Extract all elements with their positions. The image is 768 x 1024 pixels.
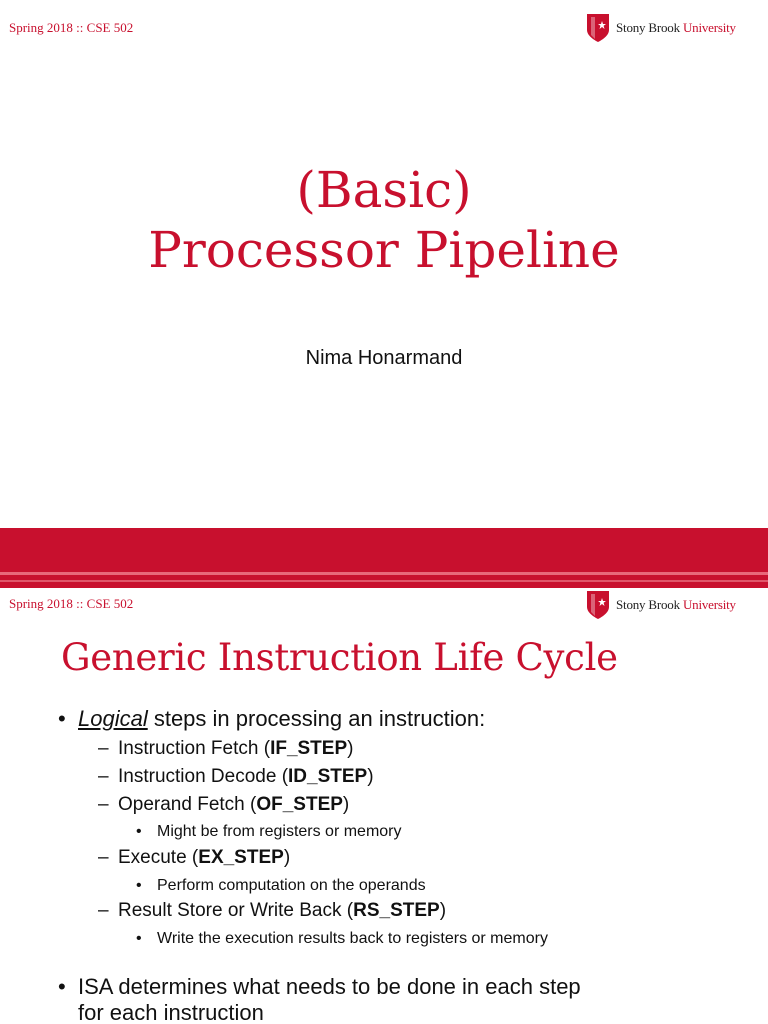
dash-marker: – <box>98 738 109 759</box>
slide-separator-band <box>0 528 768 588</box>
detail-text: Might be from registers or memory <box>157 823 402 840</box>
bullet-isa <box>58 974 581 1024</box>
step-suffix: ) <box>347 738 354 759</box>
logo-university: University <box>682 597 736 612</box>
bullet-dot: • <box>58 706 66 731</box>
step-item <box>98 900 446 922</box>
logo-university: University <box>682 20 736 35</box>
bullet-dot: • <box>58 974 66 999</box>
bullet-dot: • <box>136 823 142 840</box>
step-code: EX_STEP <box>198 847 284 868</box>
step-text: Execute ( <box>118 847 199 868</box>
university-logo <box>586 13 736 43</box>
logo-name: Stony Brook <box>616 20 680 35</box>
logo-wordmark <box>616 597 736 613</box>
bullet-emphasis: Logical <box>78 706 148 731</box>
bullet-text-line-2: for each instruction <box>78 1000 264 1024</box>
bullet-text-line-1: ISA determines what needs to be done in each step <box>78 974 581 999</box>
shield-icon <box>586 13 610 43</box>
step-item <box>98 738 353 760</box>
dash-marker: – <box>98 794 109 815</box>
title-line-1: (Basic) <box>296 161 472 219</box>
course-label: Spring 2018 :: CSE 502 <box>9 20 134 35</box>
slide-2 <box>0 588 768 1024</box>
shield-icon <box>586 590 610 620</box>
author-name: Nima Honarmand <box>305 347 463 369</box>
step-code: IF_STEP <box>270 738 348 759</box>
step-code: OF_STEP <box>256 794 343 815</box>
detail-text: Perform computation on the operands <box>157 877 426 894</box>
bullet-logical-steps <box>58 706 485 732</box>
band-stripe-2 <box>0 580 768 582</box>
step-text: Operand Fetch ( <box>118 794 257 815</box>
band-stripe <box>0 572 768 575</box>
slide-title <box>0 160 768 280</box>
bullet-dot: • <box>136 877 142 894</box>
dash-marker: – <box>98 900 109 921</box>
step-suffix: ) <box>283 847 291 868</box>
bullet-text: steps in processing an instruction: <box>147 706 486 731</box>
step-code: RS_STEP <box>353 900 440 921</box>
step-item <box>98 766 374 788</box>
logo-name: Stony Brook <box>616 597 680 612</box>
step-suffix: ) <box>439 900 447 921</box>
step-suffix: ) <box>342 794 350 815</box>
step-detail <box>136 930 548 948</box>
detail-text: Write the execution results back to registers or memory <box>157 930 548 947</box>
university-logo <box>586 590 736 620</box>
step-code: ID_STEP <box>288 766 368 787</box>
course-label: Spring 2018 :: CSE 502 <box>9 596 134 611</box>
step-detail <box>136 877 426 895</box>
title-line-2: Processor Pipeline <box>148 221 620 279</box>
step-text: Instruction Fetch ( <box>118 738 271 759</box>
step-text: Result Store or Write Back ( <box>118 900 354 921</box>
logo-wordmark <box>616 20 736 36</box>
step-item <box>98 847 290 869</box>
dash-marker: – <box>98 847 109 868</box>
dash-marker: – <box>98 766 109 787</box>
step-item <box>98 794 349 816</box>
bullet-dot: • <box>136 930 142 947</box>
step-detail <box>136 823 402 841</box>
step-suffix: ) <box>367 766 374 787</box>
slide-title: Generic Instruction Life Cycle <box>61 636 618 679</box>
step-text: Instruction Decode ( <box>118 766 289 787</box>
